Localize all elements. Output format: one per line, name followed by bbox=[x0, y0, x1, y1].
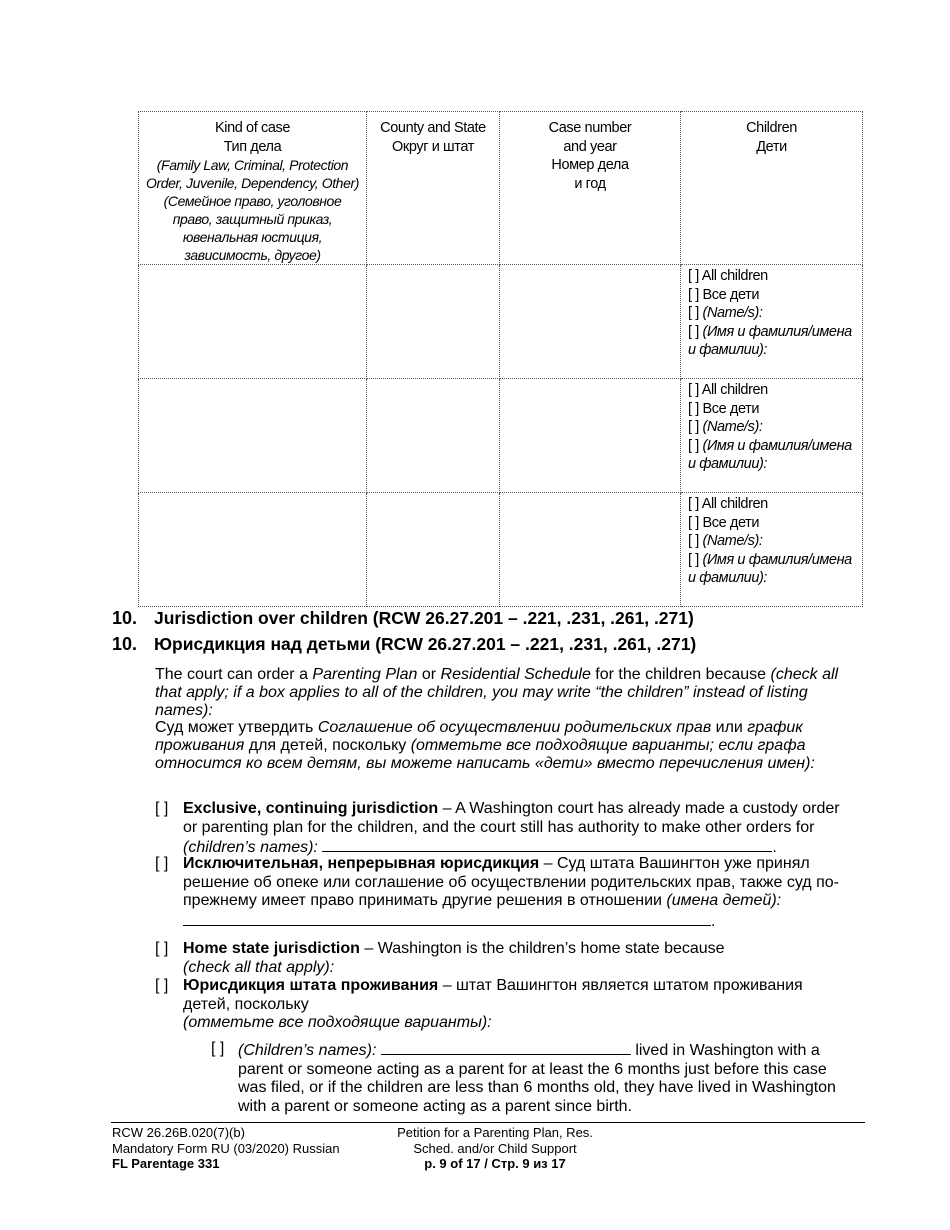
header-case-number: Case number and year Номер дела и год bbox=[500, 112, 681, 265]
children-names-input[interactable] bbox=[322, 837, 772, 852]
footer-divider bbox=[111, 1122, 865, 1123]
table-header-row bbox=[139, 112, 863, 265]
header-county-state: County and State Округ и штат bbox=[367, 112, 500, 265]
intro-en: The court can order a Parenting Plan or Residential Schedule for the children because (check all that apply; if a box applies to all of the children, you may write “the children” instead of listing names): bbox=[155, 666, 839, 719]
names-checkbox[interactable]: [ ] (Name/s): bbox=[688, 419, 763, 435]
cell-kind-input[interactable] bbox=[139, 265, 367, 379]
exclusive-en-checkbox[interactable]: [ ] bbox=[155, 800, 169, 817]
all-children-checkbox[interactable]: [ ] All children bbox=[688, 496, 768, 512]
names-checkbox[interactable]: [ ] (Name/s): bbox=[688, 533, 763, 549]
header-children: Children Дети bbox=[681, 112, 863, 265]
cell-county-input[interactable] bbox=[367, 265, 500, 379]
exclusive-ru-checkbox[interactable]: [ ] bbox=[155, 855, 169, 872]
table-row bbox=[139, 379, 863, 493]
home-state-en-checkbox[interactable]: [ ] bbox=[155, 940, 169, 957]
footer-middle: Petition for a Parenting Plan, Res. Sched. and/or Child Support p. 9 of 17 / Стр. 9 из 17 bbox=[397, 1125, 593, 1171]
section-title-en: 10. Jurisdiction over children (RCW 26.27.201 – .221, .231, .261, .271) bbox=[112, 608, 694, 628]
home-state-ru-checkbox[interactable]: [ ] bbox=[155, 977, 169, 994]
sub-children-names-input[interactable] bbox=[381, 1040, 631, 1055]
cell-children: [ ] All children [ ] Все дети [ ] (Name/s): [ ] (Имя и фамилия/имена и фамилии): bbox=[681, 493, 863, 607]
cell-kind-input[interactable] bbox=[139, 379, 367, 493]
cell-kind-input[interactable] bbox=[139, 493, 367, 607]
cell-children: [ ] All children [ ] Все дети [ ] (Name/s): [ ] (Имя и фамилия/имена и фамилии): bbox=[681, 379, 863, 493]
related-cases-table bbox=[138, 111, 863, 607]
cell-children: [ ] All children [ ] Все дети [ ] (Name/s): [ ] (Имя и фамилия/имена и фамилии): bbox=[681, 265, 863, 379]
names-ru-checkbox[interactable]: [ ] (Имя и фамилия/имена и фамилии): bbox=[688, 323, 852, 358]
header-kind-of-case: Kind of case Тип дела (Family Law, Criminal, Protection Order, Juvenile, Dependency, Other) (Семейное право, уголовное право, защитный приказ, ювенальная юстиция, зависимость, другое) bbox=[139, 112, 367, 265]
cell-case-number-input[interactable] bbox=[500, 493, 681, 607]
names-checkbox[interactable]: [ ] (Name/s): bbox=[688, 305, 763, 321]
all-children-checkbox[interactable]: [ ] All children bbox=[688, 382, 768, 398]
cell-case-number-input[interactable] bbox=[500, 379, 681, 493]
cell-case-number-input[interactable] bbox=[500, 265, 681, 379]
cell-county-input[interactable] bbox=[367, 379, 500, 493]
all-children-checkbox[interactable]: [ ] All children bbox=[688, 268, 768, 284]
table-row bbox=[139, 493, 863, 607]
section-title-ru: 10. Юрисдикция над детьми (RCW 26.27.201 – .221, .231, .261, .271) bbox=[112, 634, 697, 654]
footer-left: RCW 26.26B.020(7)(b) Mandatory Form RU (03/2020) Russian FL Parentage 331 bbox=[112, 1125, 340, 1171]
cell-county-input[interactable] bbox=[367, 493, 500, 607]
children-lived-checkbox[interactable]: [ ] bbox=[211, 1040, 225, 1057]
intro-ru: Суд может утвердить Соглашение об осуществлении родительских прав или график проживания для детей, поскольку (отметьте все подходящие варианты; если графа относится ко всем детям, вы можете написать «дети» вместо перечисления имен): bbox=[155, 719, 815, 772]
names-ru-checkbox[interactable]: [ ] (Имя и фамилия/имена и фамилии): bbox=[688, 437, 852, 472]
table-row bbox=[139, 265, 863, 379]
children-names-ru-input[interactable] bbox=[183, 911, 711, 926]
names-ru-checkbox[interactable]: [ ] (Имя и фамилия/имена и фамилии): bbox=[688, 551, 852, 586]
